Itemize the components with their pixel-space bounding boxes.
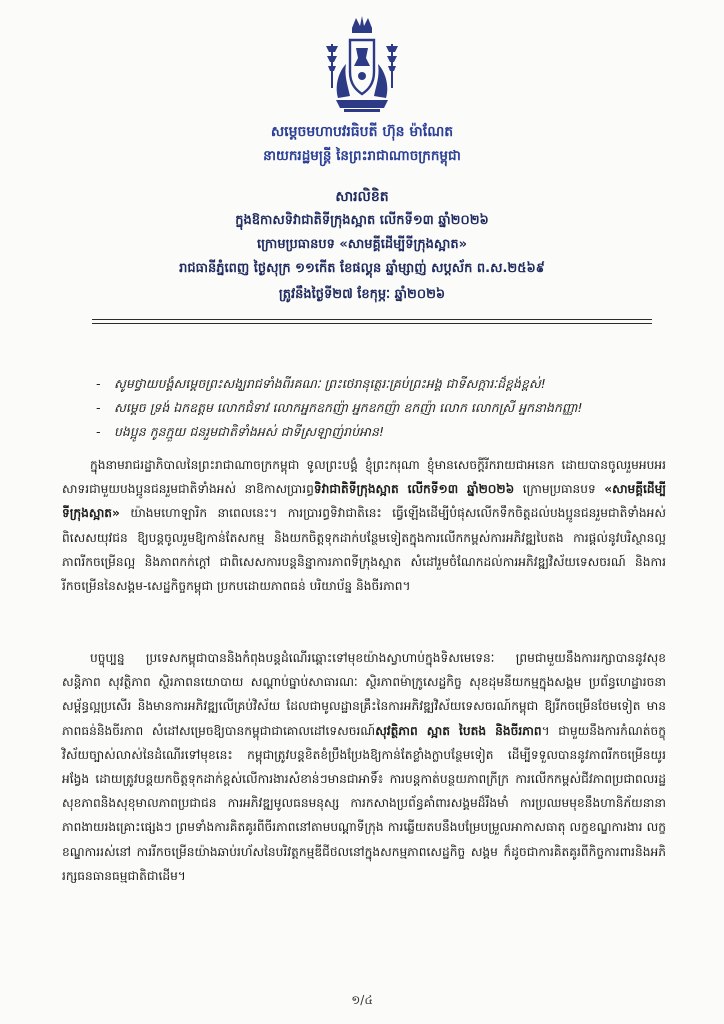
page-number: ១/៤ — [351, 993, 373, 1007]
header-divider-bottom — [92, 323, 652, 324]
greeting-line: - បងប្អូន កូនក្មួយ ជនរួមជាតិទាំងអស់ ជាទីស្រឡាញ់រាប់អាន! — [96, 420, 656, 444]
greeting-line: - សូមថ្វាយបង្គំសម្តេចព្រះសង្ឃរាជទាំងពីរគណៈ ព្រះថេរានុត្ថេរៈគ្រប់ព្រះអង្គ ជាទីសក្ការៈដ៏ខ្ពង់ខ្ពស់! — [96, 372, 656, 396]
highlight-event-name: ទិវាជាតិទីក្រុងស្អាត លើកទី១៣ ឆ្នាំ២០២៦ — [313, 482, 515, 497]
body-paragraph-2 — [62, 646, 666, 888]
paragraph-text: បច្ចុប្បន្ន ប្រទេសកម្ពុជាបាននិងកំពុងបន្តដំណើរឆ្ពោះទៅមុខយ៉ាងស្វាហាប់ក្នុងទិសមេទេនៈ ព្រមជាមួយនឹងការរក្សាបាននូវសុខសន្តិភាព សុវត្ថិភាព ស្ថិរភាពនយោបាយ សណ្តាប់ធ្នាប់សាធារណៈ ស្ថិរភាពម៉ាក្រូសេដ្ឋកិច្ច សុខដុមនីយកម្មក្នុងសង្គម ប្រព័ន្ធហេដ្ឋារចនាសម្ព័ន្ធល្អប្រសើរ និងមានការអភិវឌ្ឍលើគ្រប់វិស័យ ដែលជាមូលដ្ឋានគ្រឹះនៃការអភិវឌ្ឍវិស័យទេសចរណ៍កម្ពុជា ឱ្យរីកចម្រើនថែមទៀត មានភាពធន់និងចីរភាព សំដៅសម្រេចឱ្យបានកម្ពុជាជាគោលដៅទេសចរណ៍ — [62, 651, 666, 738]
paragraph-text: យ៉ាងមហោឡារិក នាពេលនេះ។ ការប្រារព្ធទិវាជាតិនេះ ធ្វើឡើងដើម្បីបំផុសលើកទឹកចិត្តដល់បងប្អូនជនរួមជាតិទាំងអស់ ពិសេសយុវជន ឱ្យបន្តចូលរួមឱ្យកាន់តែសកម្ម និងយកចិត្តទុកដាក់បន្ថែមទៀតក្នុងការលើកកម្ពស់ការអភិវឌ្ឍបៃតង ការផ្តល់នូវបរិស្ថានល្អ ភាពរីកចម្រើនល្អ និងភាពកក់ក្តៅ ជាពិសេសការបន្តនិន្នាការភាពទីក្រុងស្អាត សំដៅរួមចំណែកដល់ការអភិវឌ្ឍវិស័យទេសចរណ៍ និងការរីកចម្រើននៃសង្គម-សេដ្ឋកិច្ចកម្ពុជា ប្រកបដោយភាពធន់ បរិយាប័ន្ន និងចីរភាព។ — [62, 506, 666, 594]
event-title: ក្នុងឱកាសទិវាជាតិទីក្រុងស្អាត លើកទី១៣ ឆ្នាំ២០២៦ — [235, 213, 489, 228]
body-paragraph-1 — [62, 453, 666, 598]
paragraph-text: ក្រោមប្រធានបទ — [514, 482, 605, 497]
greeting-text: បងប្អូន កូនក្មួយ ជនរួមជាតិទាំងអស់ ជាទីស្រឡាញ់រាប់អាន! — [114, 424, 384, 439]
greeting-text: សម្តេច ទ្រង់ ឯកឧត្តម លោកជំទាវ លោកអ្នកឧកញ៉ា អ្នកឧកញ៉ា ឧកញ៉ា លោក លោកស្រី អ្នកនាងកញ្ញា! — [114, 400, 583, 415]
location-date-line: រាជធានីភ្នំពេញ ថ្ងៃសុក្រ ១១កើត ខែផល្គុន ឆ្នាំម្សាញ់ សប្តស័ក ព.ស.២៥៦៩ — [179, 261, 545, 276]
sender-title: នាយករដ្ឋមន្ត្រី នៃព្រះរាជាណាចក្រកម្ពុជា — [263, 148, 461, 164]
highlight-destination-goals: សុវត្ថិភាព ស្អាត បៃតង និងចីរភាព — [375, 723, 542, 738]
greeting-line: - សម្តេច ទ្រង់ ឯកឧត្តម លោកជំទាវ លោកអ្នកឧកញ៉ា អ្នកឧកញ៉ា ឧកញ៉ា លោក លោកស្រី អ្នកនាងកញ្ញា! — [96, 396, 656, 420]
gregorian-date-line: ត្រូវនឹងថ្ងៃទី២៧ ខែកុម្ភៈ ឆ្នាំ២០២៦ — [278, 287, 446, 302]
royal-coat-of-arms-icon — [322, 14, 402, 114]
greeting-text: សូមថ្វាយបង្គំសម្តេចព្រះសង្ឃរាជទាំងពីរគណៈ ព្រះថេរានុត្ថេរៈគ្រប់ព្រះអង្គ ជាទីសក្ការៈដ៏ខ្ពង់ខ្ពស់! — [114, 376, 546, 391]
greetings-block — [96, 372, 656, 444]
sender-name: សម្តេចមហាបវរធិបតី ហ៊ុន ម៉ាណែត — [270, 124, 454, 140]
header-divider-top — [92, 319, 652, 320]
highlight-theme: «សាមគ្គីដើម្បីទីក្រុងស្អាត» — [62, 482, 666, 521]
document-type: សារលិខិត — [335, 189, 389, 205]
paragraph-text: ។ ជាមួយនឹងការកំណត់ចក្ខុវិស័យច្បាស់លាស់នៃដំណើរទៅមុខនេះ កម្ពុជាត្រូវបន្តខិតខំប្រឹងប្រែងឱ្យកាន់តែខ្លាំងក្លាបន្ថែមទៀត ដើម្បីទទួលបាននូវភាពរីកចម្រើនយូរអង្វែង ដោយត្រូវបន្តយកចិត្តទុកដាក់ខ្ពស់លើការងារសំខាន់ៗមានជាអាទិ៍៖ ការបន្តកាត់បន្ថយភាពក្រីក្រ ការលើកកម្ពស់ជីវភាពប្រជាពលរដ្ឋ សុខភាពនិងសុខុមាលភាពប្រជាជន ការអភិវឌ្ឍមូលធនមនុស្ស ការកសាងប្រព័ន្ធគាំពារសង្គមដ៏រឹងមាំ ការប្រឈមមុខនឹងហានិភ័យនានា ភាពងាយរងគ្រោះផ្សេងៗ ព្រមទាំងការគិតគូរពីចីរភាពនៅតាមបណ្តាទីក្រុង ការឆ្លើយតបនឹងបម្រែបម្រួលអាកាសធាតុ លក្ខខណ្ឌការងារ លក្ខខណ្ឌការរស់នៅ ការរីកចម្រើនយ៉ាងឆាប់រហ័សនៃបរិវត្តកម្មឌីជីថលនៅក្នុងសកម្មភាពសេដ្ឋកិច្ច សង្គម ក៏ដូចជាការគិតគូរពីកិច្ចការពារនិងអភិរក្សធនធានធម្មជាតិជាដើម។ — [62, 723, 666, 883]
theme-line: ក្រោមប្រធានបទ «សាមគ្គីដើម្បីទីក្រុងស្អាត» — [256, 237, 468, 252]
paragraph-text: ក្នុងនាមរាជរដ្ឋាភិបាលនៃព្រះរាជាណាចក្រកម្ពុជា ទូលព្រះបង្គំ ខ្ញុំព្រះករុណា ខ្ញុំមានសេចក្តីរីករាយជាអនេក ដោយបានចូលរួមអបអរសាទរជាមួយបងប្អូនជនរួមជាតិទាំងអស់ នាឱកាសប្រារព្ធ — [62, 458, 666, 497]
